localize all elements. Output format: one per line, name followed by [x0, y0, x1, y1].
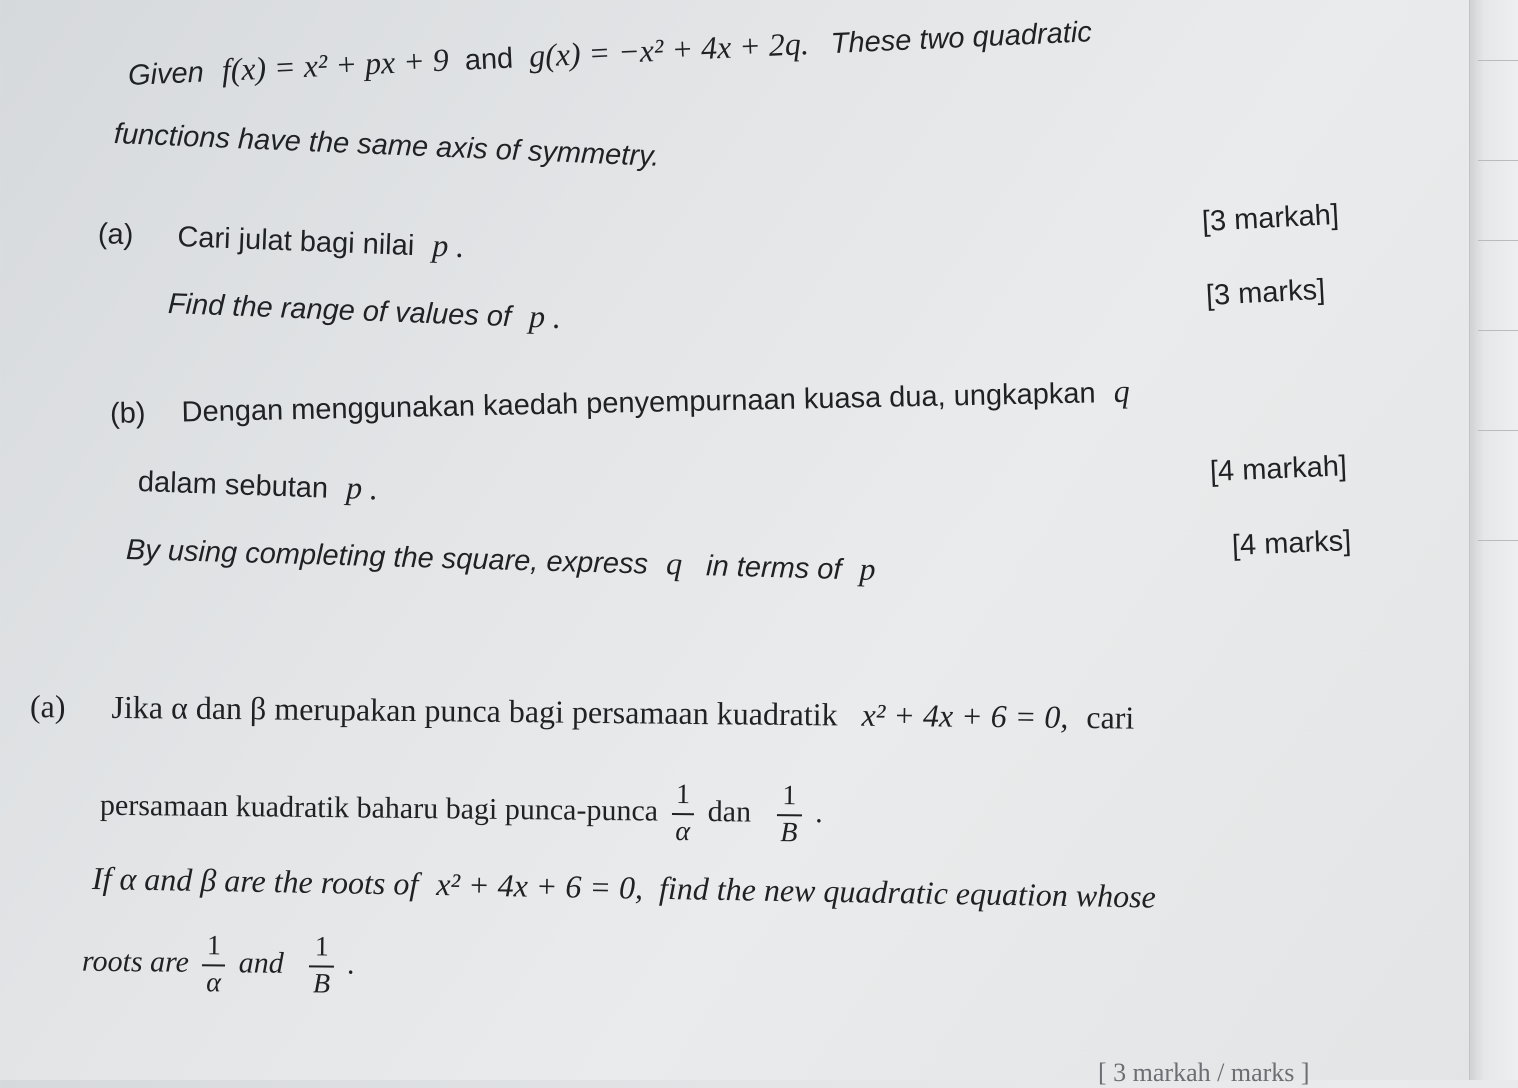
- q2-part-a-english-and: and: [238, 946, 284, 980]
- q2-part-a-malay-line-1: [30, 688, 1135, 737]
- q2-part-a-fraction-1-b: [776, 781, 802, 849]
- q2-efrac1-bar: [202, 964, 225, 966]
- q2-frac1-bar: [672, 813, 695, 815]
- q2-part-a-fraction-1-alpha: [671, 780, 694, 848]
- q2-efrac2-numerator: 1: [314, 931, 330, 963]
- page-edge-line: [1478, 430, 1518, 431]
- q1-intro-line-2: [113, 118, 660, 174]
- q1-part-b-malay-text-1: Dengan menggunakan kaedah penyempurnaan kuasa dua, ungkapkan: [181, 377, 1096, 429]
- q1-part-b-malay-var-p: p .: [345, 469, 379, 507]
- q2-part-a-label: (a): [29, 688, 66, 725]
- q1-intro-tail: These two quadratic: [830, 16, 1093, 61]
- q1-part-b-english-q: q: [665, 545, 683, 582]
- q1-part-a-marks-malay: [3 markah]: [1201, 198, 1340, 238]
- q1-part-b-malay-var-q: q: [1113, 372, 1131, 409]
- q2-part-a-marks: [ 3 markah / marks ]: [1098, 1058, 1310, 1087]
- q2-efrac2-bar: [309, 965, 334, 967]
- page-edge-line: [1478, 330, 1518, 331]
- q1-part-b-english-mid: in terms of: [705, 550, 842, 586]
- q1-part-b-english-p: p: [859, 550, 877, 587]
- q2-frac2-bar: [777, 814, 802, 816]
- page-edge-line: [1478, 160, 1518, 161]
- q1-part-a-malay-text: Cari julat bagi nilai: [176, 221, 415, 263]
- q1-part-b-marks-english: [4 marks]: [1231, 525, 1352, 562]
- q1-part-b-malay-line-1: [110, 373, 1130, 431]
- q2-part-a-english-equation: x² + 4x + 6 = 0,: [435, 866, 644, 906]
- q2-part-a-english-line-2: [82, 930, 356, 1000]
- page-edge-line: [1478, 540, 1518, 541]
- q1-part-b-malay-line-2: [137, 462, 378, 507]
- q2-part-a-english-pre: If α and β are the roots of: [91, 860, 419, 902]
- q2-part-a-english-fraction-1-b: [309, 932, 335, 1000]
- q1-g-expression: g(x) = −x² + 4x + 2q.: [528, 25, 810, 74]
- q2-part-a-malay-equation: x² + 4x + 6 = 0,: [861, 696, 1069, 735]
- q2-part-a-english-post: find the new quadratic equation whose: [658, 869, 1157, 915]
- q2-part-a-malay-pre: Jika α dan β merupakan punca bagi persamaan kuadratik: [111, 688, 838, 733]
- q2-part-a-malay-period: .: [815, 796, 823, 830]
- q1-f-expression: f(x) = x² + px + 9: [220, 41, 450, 88]
- page-edge-line: [1478, 240, 1518, 241]
- q1-part-a-marks-english: [3 marks]: [1205, 273, 1326, 312]
- q2-part-a-dan: dan: [707, 795, 752, 829]
- q2-frac1-denominator: α: [675, 815, 691, 847]
- q2-part-a-english-period: .: [347, 947, 356, 981]
- q2-efrac1-numerator: 1: [206, 930, 222, 962]
- q2-efrac1-denominator: α: [206, 967, 222, 999]
- q1-part-b-label: (b): [109, 397, 146, 430]
- q2-part-a-english-roots-are: roots are: [81, 944, 190, 979]
- q1-part-a-english-text: Find the range of values of: [167, 288, 512, 334]
- q1-part-a-malay: [97, 214, 465, 265]
- q2-part-a-english-fraction-1-alpha: [202, 931, 225, 999]
- q1-part-a-label: (a): [97, 218, 134, 252]
- q2-part-a-malay-cari: cari: [1086, 699, 1135, 736]
- q1-part-b-english: [125, 530, 876, 588]
- q1-intro-line-1: [127, 12, 1092, 93]
- q1-intro-symmetry: functions have the same axis of symmetry.: [113, 118, 661, 173]
- q2-frac2-numerator: 1: [782, 780, 797, 812]
- q2-part-a-malay-text-2: persamaan kuadratik baharu bagi punca-punca: [99, 788, 659, 828]
- page-edge-line: [1478, 60, 1518, 61]
- q1-part-b-english-pre: By using completing the square, express: [125, 534, 649, 581]
- q1-part-a-english-var: p .: [528, 297, 562, 336]
- q2-efrac2-denominator: B: [312, 968, 331, 1000]
- q1-part-a-english: [167, 284, 562, 336]
- q2-part-a-english-line-1: [92, 860, 1156, 916]
- q1-part-b-marks-malay: [4 markah]: [1209, 450, 1348, 488]
- q1-part-b-malay-text-2: dalam sebutan: [137, 466, 329, 505]
- q2-frac2-denominator: B: [780, 816, 798, 849]
- q2-part-a-malay-line-2: [100, 774, 823, 849]
- q1-given-word: Given: [127, 56, 205, 92]
- q2-frac1-numerator: 1: [675, 779, 691, 811]
- q1-and-word: and: [464, 42, 514, 77]
- q1-part-a-malay-var: p .: [431, 226, 466, 265]
